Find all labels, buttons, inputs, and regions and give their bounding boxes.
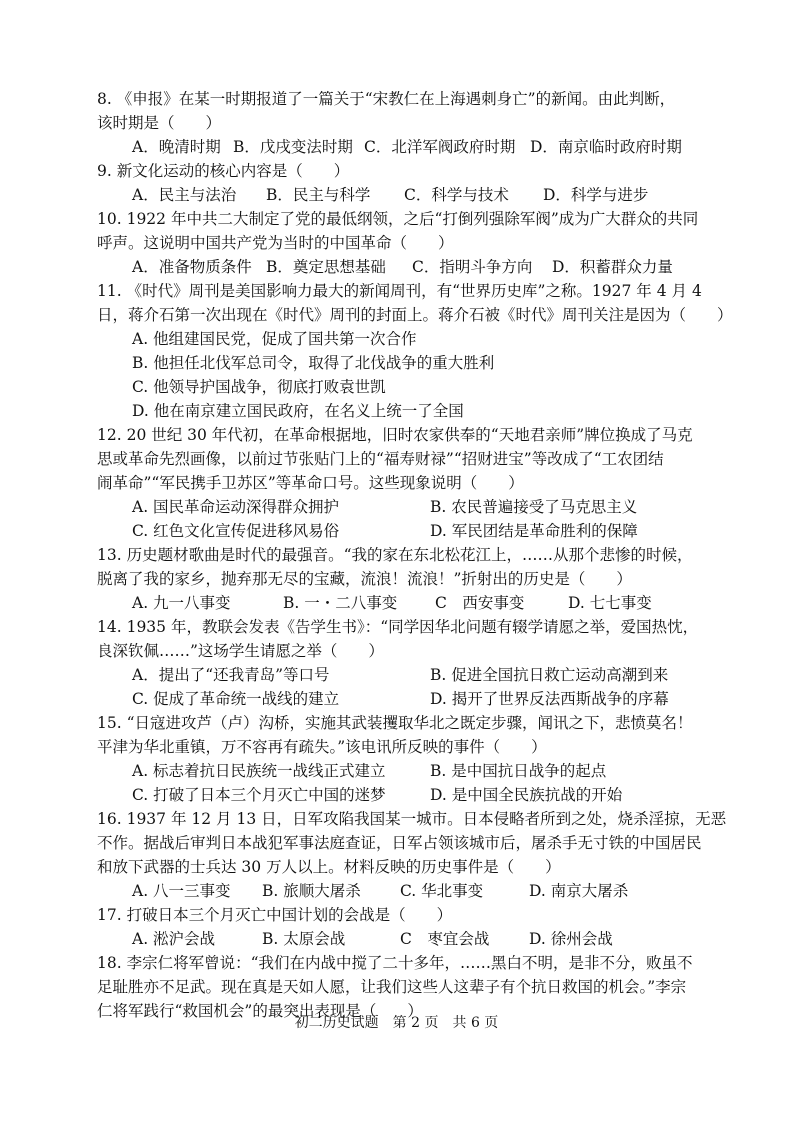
option-c: C. 促成了革命统一战线的建立 [132, 690, 340, 708]
option-c: C. 红色文化宣传促进移风易俗 [132, 522, 340, 540]
question-11-line-1: 11. 《时代》周刊是美国影响力最大的新闻周刊，有“世界历史库”之称。1927 年 4 月 4 [97, 282, 702, 300]
question-12-options-row-1 [0, 495, 793, 519]
question-14-options-row-1 [0, 663, 793, 687]
question-16-line-2: 不作。据战后审判日本战犯军事法庭查证，日军占领该城市后，屠杀手无寸铁的中国居民 [97, 834, 702, 852]
option-a: A. 八一三事变 [132, 882, 231, 900]
option-a: A．晚清时期 [132, 138, 221, 156]
page-footer: 初二历史试题 第 2 页 共 6 页 [294, 1015, 499, 1031]
option-a: A. 淞沪会战 [132, 930, 216, 948]
question-17-options [0, 927, 793, 951]
question-18-line-1: 18. 李宗仁将军曾说：“我们在内战中搅了二十多年，……黑白不明，是非不分，败虽不 [97, 954, 693, 972]
question-13-options [0, 591, 793, 615]
option-b: B．戊戌变法时期 [233, 138, 353, 156]
option-c: C．北洋军阀政府时期 [364, 138, 516, 156]
question-15-options-row-2 [0, 783, 793, 807]
question-16-options [0, 879, 793, 903]
option-d: D．南京临时政府时期 [530, 138, 682, 156]
option-a: A．民主与法治 [132, 186, 237, 204]
question-15-line-2: 平津为华北重镇，万不容再有疏失。”该电讯所反映的事件（ ） [97, 738, 547, 756]
question-18-line-2: 足耻胜亦不足武。现在真是天如人愿，让我们这些人这辈子有个抗日救国的机会。”李宗 [97, 978, 687, 996]
option-b: B. 太原会战 [262, 930, 346, 948]
option-b: B．民主与科学 [266, 186, 371, 204]
question-11-line-2: 日，蒋介石第一次出现在《时代》周刊的封面上。蒋介石被《时代》周刊关注是因为（ ） [97, 306, 733, 324]
question-12-options-row-2 [0, 519, 793, 543]
option-c: C 枣宜会战 [400, 930, 490, 948]
option-c: C．科学与技术 [404, 186, 509, 204]
option-a: A. 国民革命运动深得群众拥护 [132, 498, 340, 516]
option-d: D. 是中国全民族抗战的开始 [430, 786, 623, 804]
option-b: B. 促进全国抗日救亡运动高潮到来 [430, 666, 669, 684]
option-a: A. 他组建国民党，促成了国共第一次合作 [132, 330, 417, 348]
option-a: A. 九一八事变 [132, 594, 231, 612]
option-d: D. 南京大屠杀 [529, 882, 629, 900]
option-a: A．准备物质条件 [132, 258, 252, 276]
question-14-line-2: 良深钦佩……”这场学生请愿之举（ ） [97, 642, 384, 660]
option-d: D. 军民团结是革命胜利的保障 [430, 522, 638, 540]
question-16-line-1: 16. 1937 年 12 月 13 日，日军攻陷我国某一城市。日本侵略者所到之处，烧杀淫掠，无恶 [97, 810, 727, 828]
question-18-line-3: 仁将军践行“救国机会”的最突出表现是（ ） [97, 1002, 423, 1020]
option-d: D．科学与进步 [543, 186, 649, 204]
question-10-line-2: 呼声。这说明中国共产党为当时的中国革命（ ） [97, 234, 454, 252]
question-14-line-1: 14. 1935 年，教联会发表《告学生书》：“同学因华北问题有辍学请愿之举，爱国热忱， [97, 618, 699, 636]
option-c: C. 他领导护国战争，彻底打败袁世凯 [132, 378, 386, 396]
question-8-options [0, 135, 793, 159]
question-8-line-1: 8. 《申报》在某一时期报道了一篇关于“宋教仁在上海遇刺身亡”的新闻。由此判断， [97, 90, 676, 108]
question-15-options-row-1 [0, 759, 793, 783]
question-10-line-1: 10. 1922 年中共二大制定了党的最低纲领，之后“打倒列强除军阀”成为广大群众的共同 [97, 210, 699, 228]
question-9-line-1: 9. 新文化运动的核心内容是（ ） [97, 162, 350, 180]
question-8-line-2: 该时期是（ ） [97, 114, 222, 132]
option-c: C 西安事变 [435, 594, 525, 612]
option-b: B. 一・二八事变 [283, 594, 398, 612]
question-16-line-3: 和放下武器的士兵达 30 万人以上。材料反映的历史事件是（ ） [97, 858, 561, 876]
option-b: B. 他担任北伐军总司令，取得了北伐战争的重大胜利 [132, 354, 495, 372]
question-13-line-2: 脱离了我的家乡，抛弃那无尽的宝藏，流浪！流浪！”折射出的历史是（ ） [97, 570, 632, 588]
option-a: A. 标志着抗日民族统一战线正式建立 [132, 762, 386, 780]
option-c: C. 打破了日本三个月灭亡中国的迷梦 [132, 786, 386, 804]
option-d: D．积蓄群众力量 [552, 258, 673, 276]
option-d: D. 徐州会战 [529, 930, 613, 948]
question-12-line-2: 思或革命先烈画像，以前过节张贴门上的“福寿财禄”“招财进宝”等改成了“工农团结 [97, 450, 664, 468]
option-b: B．奠定思想基础 [266, 258, 386, 276]
option-d: D. 七七事变 [568, 594, 652, 612]
question-12-line-3: 闹革命”“军民携手卫苏区”等革命口号。这些现象说明（ ） [97, 474, 524, 492]
option-a: A．提出了“还我青岛”等口号 [132, 666, 330, 684]
option-b: B. 旅顺大屠杀 [262, 882, 361, 900]
option-d: D. 揭开了世界反法西斯战争的序幕 [430, 690, 669, 708]
question-10-options [0, 255, 793, 279]
option-d: D. 他在南京建立国民政府，在名义上统一了全国 [132, 402, 464, 420]
option-c: C．指明斗争方向 [412, 258, 533, 276]
question-13-line-1: 13. 历史题材歌曲是时代的最强音。“我的家在东北松花江上，……从那个悲惨的时候， [97, 546, 693, 564]
option-b: B. 是中国抗日战争的起点 [430, 762, 607, 780]
option-c: C. 华北事变 [400, 882, 484, 900]
question-12-line-1: 12. 20 世纪 30 年代初，在革命根据地，旧时农家供奉的“天地君亲师”牌位换成了马克 [97, 426, 693, 444]
question-9-options [0, 183, 793, 207]
question-14-options-row-2 [0, 687, 793, 711]
question-17-line-1: 17. 打破日本三个月灭亡中国计划的会战是（ ） [97, 906, 453, 924]
question-15-line-1: 15. “日寇进攻芦（卢）沟桥，实施其武装攫取华北之既定步骤，闻讯之下，悲愤莫名！ [97, 714, 693, 732]
option-b: B. 农民普遍接受了马克思主义 [430, 498, 638, 516]
